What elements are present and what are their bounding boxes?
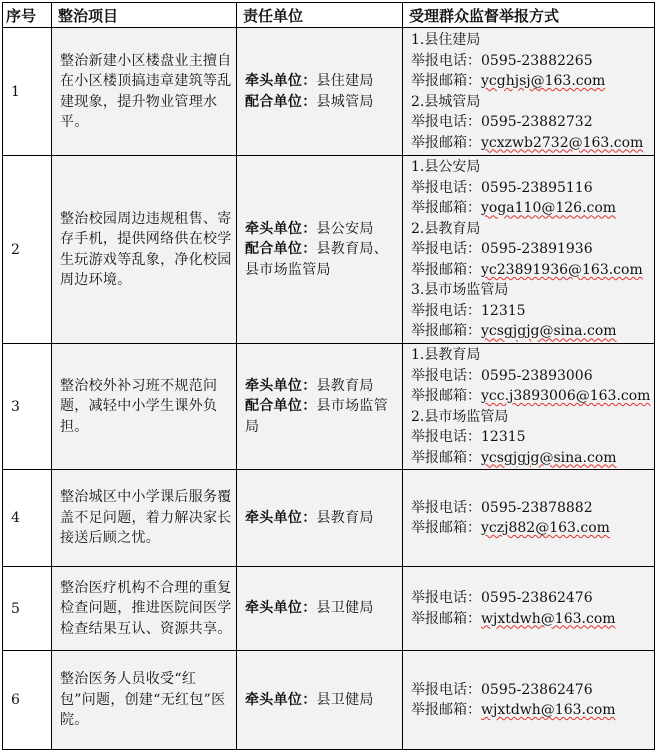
assist-unit: 县教育局、县市场监管局 <box>245 241 388 278</box>
lead-unit: 县教育局 <box>316 509 374 526</box>
lead-label: 牵头单位： <box>245 691 317 708</box>
contact-cell <box>403 470 655 567</box>
phone-label: 举报电话： <box>411 681 481 698</box>
phone-number: 12315 <box>481 429 526 445</box>
assist-label: 配合单位： <box>245 398 317 415</box>
phone-number: 0595-23882265 <box>481 52 593 69</box>
phone-label: 举报电话： <box>411 179 481 196</box>
phone-label: 举报电话： <box>411 114 481 130</box>
item-cell <box>52 344 237 470</box>
unit-text <box>245 598 398 619</box>
item-cell <box>52 156 237 344</box>
email-address[interactable]: ycsgjgjg@sina.com <box>481 323 617 340</box>
item-text: 整治医疗机构不合理的重复检查问题，推进医院间医学检查结果互认、资源共享。 <box>60 579 232 637</box>
table-row <box>3 344 655 470</box>
phone-line <box>411 366 652 387</box>
email-line <box>411 700 652 721</box>
unit-cell <box>237 28 403 156</box>
header-item: 整治项目 <box>52 3 237 28</box>
email-label: 举报邮箱： <box>411 702 481 718</box>
email-address[interactable]: wjxtdwh@163.com <box>481 702 616 718</box>
lead-label: 牵头单位： <box>245 220 317 237</box>
email-address[interactable]: ycxzwb2732@163.com <box>481 134 644 151</box>
email-label: 举报邮箱： <box>411 261 481 278</box>
row-number: 2 <box>3 156 52 344</box>
lead-unit: 县卫健局 <box>316 691 374 708</box>
phone-line <box>411 112 652 133</box>
email-label: 举报邮箱： <box>411 520 481 536</box>
lead-unit: 县教育局 <box>316 377 374 394</box>
item-text: 整治校外补习班不规范问题，减轻中小学生课外负担。 <box>60 377 218 435</box>
phone-number: 0595-23893006 <box>481 367 593 384</box>
contact-unit-title: 1.县公安局 <box>411 159 481 176</box>
unit-text <box>245 690 398 711</box>
supervision-table <box>2 2 655 750</box>
email-label: 举报邮箱： <box>411 73 481 89</box>
email-line <box>411 133 652 154</box>
table-row <box>3 156 655 344</box>
email-address[interactable]: ycc.j3893006@163.com <box>481 388 651 404</box>
assist-label: 配合单位： <box>245 93 317 110</box>
contact-cell <box>403 28 655 156</box>
header-contact: 受理群众监督举报方式 <box>403 3 655 28</box>
unit-cell <box>237 470 403 567</box>
assist-unit: 县城管局 <box>316 93 374 110</box>
assist-label: 配合单位： <box>245 241 317 258</box>
contact-unit-title: 1.县教育局 <box>411 347 481 363</box>
email-label: 举报邮箱： <box>411 388 481 404</box>
contact-cell <box>403 156 655 344</box>
phone-line <box>411 51 652 72</box>
email-address[interactable]: ycghjsj@163.com <box>481 73 606 89</box>
phone-label: 举报电话： <box>411 590 481 606</box>
contact-unit-title: 3.县市场监管局 <box>411 282 509 299</box>
phone-line <box>411 178 652 199</box>
unit-cell <box>237 567 403 651</box>
phone-line <box>411 680 652 701</box>
phone-label: 举报电话： <box>411 499 481 516</box>
item-text: 整治医务人员收受“红包”问题，创建“无红包”医院。 <box>60 671 226 729</box>
table-row <box>3 470 655 567</box>
row-number: 3 <box>3 344 52 470</box>
row-number: 6 <box>3 651 52 750</box>
item-cell <box>52 567 237 651</box>
email-line <box>411 260 652 281</box>
email-address[interactable]: yoga110@126.com <box>481 200 617 217</box>
unit-text <box>245 219 398 281</box>
item-text: 整治新建小区楼盘业主擅自在小区楼顶搞违章建筑等乱建现象，提升物业管理水平。 <box>60 52 232 130</box>
contact-cell <box>403 651 655 750</box>
phone-number: 0595-23891936 <box>481 241 593 258</box>
email-line <box>411 518 652 539</box>
lead-label: 牵头单位： <box>245 377 317 394</box>
phone-line <box>411 427 652 448</box>
lead-label: 牵头单位： <box>245 600 317 617</box>
phone-label: 举报电话： <box>411 302 481 319</box>
email-line <box>411 448 652 469</box>
phone-number: 0595-23878882 <box>481 499 593 516</box>
unit-cell <box>237 156 403 344</box>
assist-unit: 县市场监管局 <box>245 398 388 435</box>
email-address[interactable]: yc23891936@163.com <box>481 261 643 278</box>
email-address[interactable]: ycsgjgjg@sina.com <box>481 449 617 466</box>
lead-unit: 县住建局 <box>316 73 374 89</box>
phone-line <box>411 301 652 322</box>
email-label: 举报邮箱： <box>411 200 481 217</box>
phone-number: 0595-23862476 <box>481 681 593 698</box>
table-row <box>3 28 655 156</box>
phone-number: 0595-23862476 <box>481 590 593 606</box>
header-no: 序号 <box>3 3 52 28</box>
unit-cell <box>237 651 403 750</box>
table-row <box>3 567 655 651</box>
phone-label: 举报电话： <box>411 241 481 258</box>
item-cell <box>52 470 237 567</box>
email-label: 举报邮箱： <box>411 449 481 466</box>
lead-label: 牵头单位： <box>245 73 317 89</box>
email-address[interactable]: yczj882@163.com <box>481 520 610 536</box>
header-unit: 责任单位 <box>237 3 403 28</box>
item-text: 整治城区中小学课后服务覆盖不足问题，着力解决家长接送后顾之忧。 <box>60 489 232 547</box>
row-number: 1 <box>3 28 52 156</box>
lead-unit: 县卫健局 <box>316 600 374 617</box>
phone-label: 举报电话： <box>411 429 481 445</box>
row-number: 5 <box>3 567 52 651</box>
email-line <box>411 321 652 342</box>
email-label: 举报邮箱： <box>411 134 481 151</box>
item-text: 整治校园周边违规租售、寄存手机，提供网络供在校学生玩游戏等乱象，净化校园周边环境。 <box>60 210 232 288</box>
phone-line <box>411 588 652 609</box>
lead-label: 牵头单位： <box>245 509 317 526</box>
item-cell <box>52 28 237 156</box>
lead-unit: 县公安局 <box>316 220 374 237</box>
phone-number: 0595-23895116 <box>481 179 593 196</box>
contact-cell <box>403 567 655 651</box>
email-line <box>411 198 652 219</box>
table-row <box>3 651 655 750</box>
email-line <box>411 609 652 630</box>
contact-unit-title: 2.县教育局 <box>411 220 481 237</box>
email-label: 举报邮箱： <box>411 610 481 627</box>
unit-text <box>245 508 398 529</box>
unit-cell <box>237 344 403 470</box>
email-label: 举报邮箱： <box>411 323 481 340</box>
phone-label: 举报电话： <box>411 367 481 384</box>
phone-line <box>411 239 652 260</box>
row-number: 4 <box>3 470 52 567</box>
item-cell <box>52 651 237 750</box>
contact-unit-title: 2.县市场监管局 <box>411 408 509 425</box>
email-address[interactable]: wjxtdwh@163.com <box>481 610 616 627</box>
header-row <box>3 3 655 28</box>
email-line <box>411 71 652 92</box>
phone-number: 0595-23882732 <box>481 114 593 130</box>
contact-unit-title: 1.县住建局 <box>411 32 481 48</box>
email-line <box>411 386 652 407</box>
unit-text <box>245 376 398 438</box>
phone-number: 12315 <box>481 302 526 319</box>
phone-label: 举报电话： <box>411 52 481 69</box>
contact-cell <box>403 344 655 470</box>
phone-line <box>411 498 652 519</box>
unit-text <box>245 71 398 112</box>
contact-unit-title: 2.县城管局 <box>411 93 481 110</box>
